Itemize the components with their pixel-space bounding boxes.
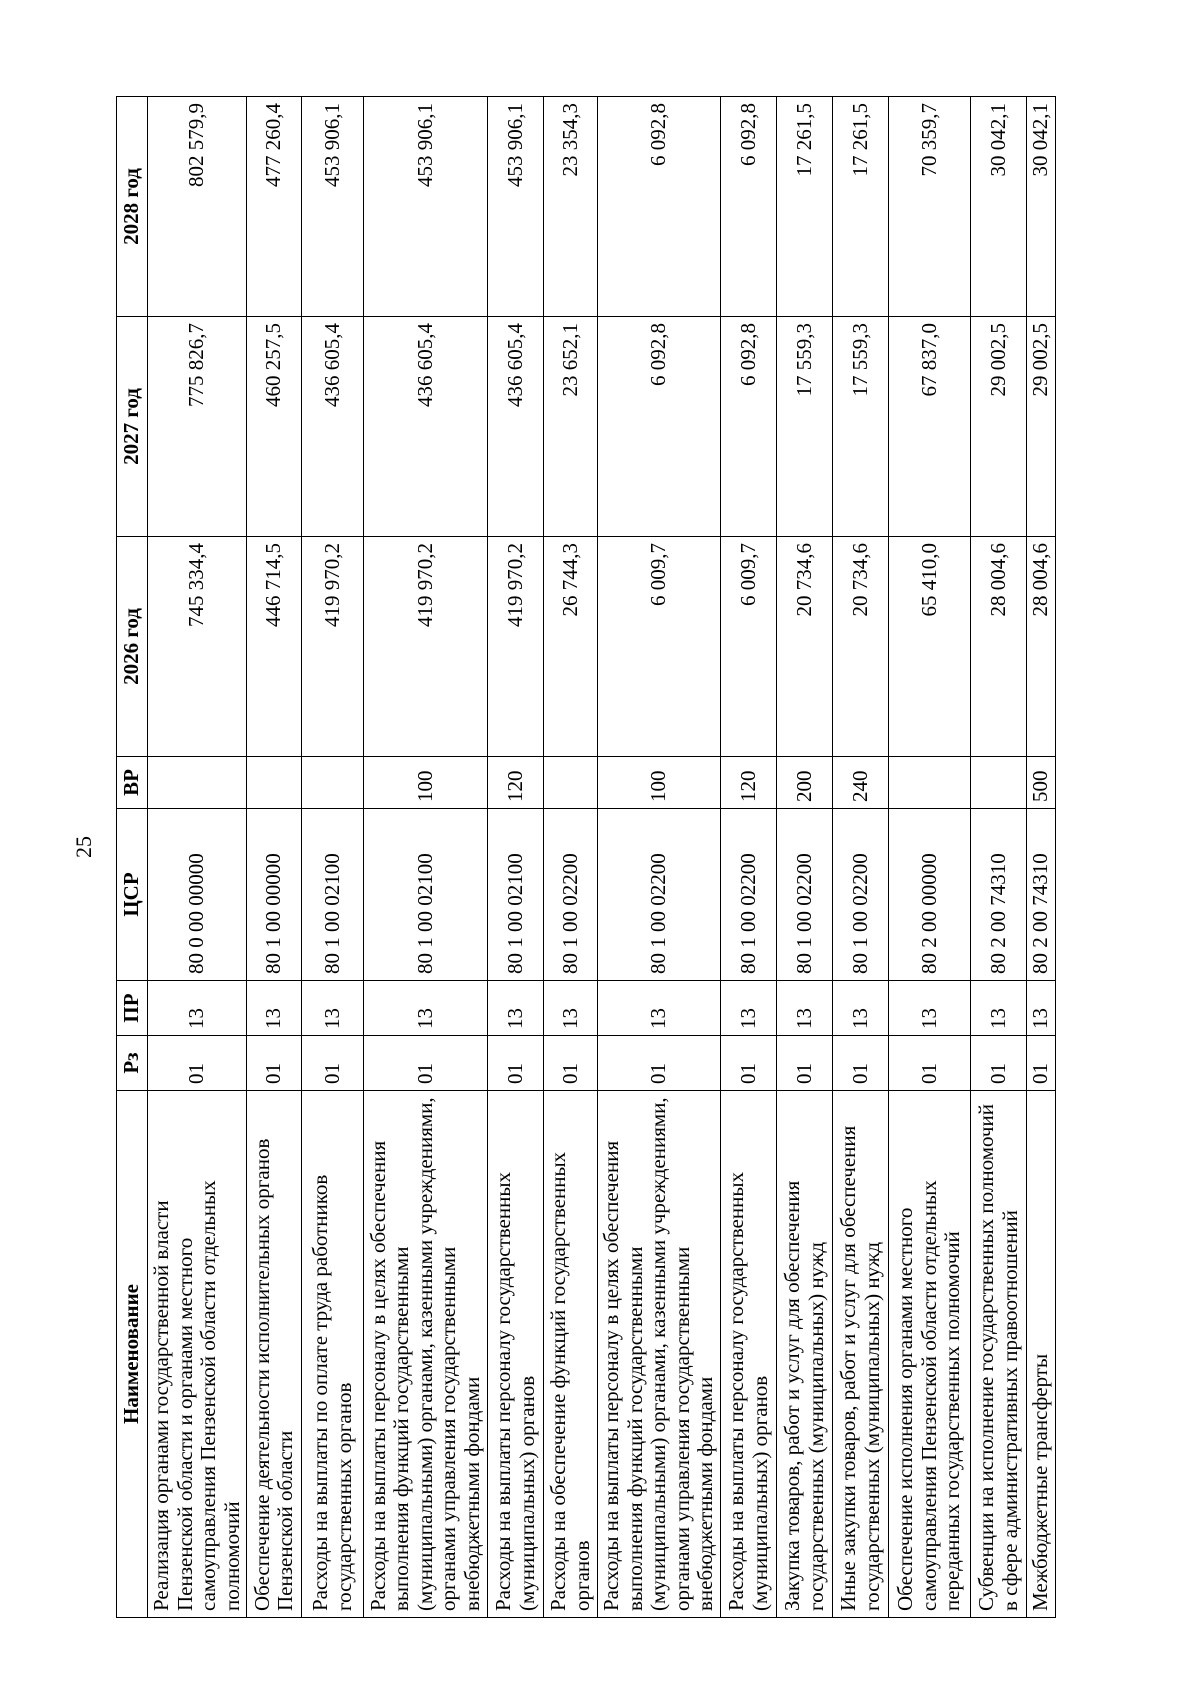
table-row [247, 97, 302, 1618]
cell-2028: 30 042,1 [971, 97, 1027, 317]
cell-2026: 446 714,5 [247, 537, 302, 757]
cell-csr: 80 1 00 02200 [833, 809, 889, 981]
cell-csr: 80 0 00 00000 [148, 809, 247, 981]
cell-2028: 802 579,9 [148, 97, 247, 317]
cell-vr [971, 757, 1027, 809]
cell-rz: 01 [488, 1036, 544, 1091]
cell-vr: 120 [488, 757, 544, 809]
cell-name: Субвенции на исполнение государственных полномочий в сфере административных правоотношений [971, 1091, 1027, 1618]
table-row [889, 97, 971, 1618]
cell-2028: 70 359,7 [889, 97, 971, 317]
cell-name: Иные закупки товаров, работ и услуг для обеспечения государственных (муниципальных) нужд [833, 1091, 889, 1618]
cell-2027: 436 605,4 [364, 317, 488, 537]
cell-rz: 01 [247, 1036, 302, 1091]
cell-vr [889, 757, 971, 809]
table-row [971, 97, 1027, 1618]
cell-2026: 20 734,6 [777, 537, 833, 757]
cell-csr: 80 2 00 00000 [889, 809, 971, 981]
cell-pr: 13 [721, 981, 777, 1036]
header-2027: 2027 год [117, 317, 148, 537]
cell-vr: 100 [598, 757, 721, 809]
cell-rz: 01 [971, 1036, 1027, 1091]
table-row [544, 97, 598, 1618]
table-body [148, 97, 1056, 1618]
cell-name: Обеспечение исполнения органами местного самоуправления Пензенской области отдельных переданных государственных полномочий [889, 1091, 971, 1618]
cell-rz: 01 [598, 1036, 721, 1091]
rotated-table-container [116, 97, 1053, 1618]
cell-2027: 23 652,1 [544, 317, 598, 537]
cell-vr: 100 [364, 757, 488, 809]
cell-2027: 6 092,8 [721, 317, 777, 537]
cell-2028: 17 261,5 [833, 97, 889, 317]
cell-2027: 17 559,3 [833, 317, 889, 537]
table-row [721, 97, 777, 1618]
cell-2026: 419 970,2 [302, 537, 364, 757]
cell-2028: 453 906,1 [488, 97, 544, 317]
cell-2027: 67 837,0 [889, 317, 971, 537]
header-2026: 2026 год [117, 537, 148, 757]
cell-2026: 6 009,7 [721, 537, 777, 757]
cell-rz: 01 [721, 1036, 777, 1091]
cell-pr: 13 [247, 981, 302, 1036]
cell-name: Расходы на выплаты персоналу государственных (муниципальных) органов [488, 1091, 544, 1618]
cell-vr [302, 757, 364, 809]
cell-rz: 01 [148, 1036, 247, 1091]
cell-csr: 80 1 00 00000 [247, 809, 302, 981]
cell-pr: 13 [364, 981, 488, 1036]
page-number: 25 [71, 836, 96, 858]
cell-name: Расходы на выплаты по оплате труда работников государственных органов [302, 1091, 364, 1618]
cell-name: Расходы на выплаты персоналу в целях обеспечения выполнения функций государственными (муниципальными) органами, казенными учреждениями, органами управления государственными внебюджетными фондами [364, 1091, 488, 1618]
cell-2028: 17 261,5 [777, 97, 833, 317]
cell-csr: 80 1 00 02200 [721, 809, 777, 981]
cell-csr: 80 2 00 74310 [1027, 809, 1056, 981]
cell-2028: 6 092,8 [598, 97, 721, 317]
cell-2027: 17 559,3 [777, 317, 833, 537]
cell-name: Обеспечение деятельности исполнительных органов Пензенской области [247, 1091, 302, 1618]
cell-rz: 01 [777, 1036, 833, 1091]
table-row [833, 97, 889, 1618]
cell-vr [247, 757, 302, 809]
cell-rz: 01 [364, 1036, 488, 1091]
budget-table [116, 96, 1056, 1618]
header-rz: Рз [117, 1036, 148, 1091]
cell-2026: 65 410,0 [889, 537, 971, 757]
cell-rz: 01 [889, 1036, 971, 1091]
cell-2027: 29 002,5 [1027, 317, 1056, 537]
cell-2027: 436 605,4 [488, 317, 544, 537]
cell-2027: 436 605,4 [302, 317, 364, 537]
cell-2026: 419 970,2 [364, 537, 488, 757]
header-csr: ЦСР [117, 809, 148, 981]
cell-pr: 13 [302, 981, 364, 1036]
cell-2026: 20 734,6 [833, 537, 889, 757]
cell-csr: 80 1 00 02100 [302, 809, 364, 981]
cell-rz: 01 [544, 1036, 598, 1091]
cell-pr: 13 [777, 981, 833, 1036]
cell-csr: 80 1 00 02200 [598, 809, 721, 981]
cell-vr: 120 [721, 757, 777, 809]
cell-pr: 13 [598, 981, 721, 1036]
cell-2028: 453 906,1 [302, 97, 364, 317]
cell-csr: 80 1 00 02200 [777, 809, 833, 981]
cell-vr: 240 [833, 757, 889, 809]
table-row [1027, 97, 1056, 1618]
cell-name: Расходы на выплаты персоналу в целях обеспечения выполнения функций государственными (муниципальными) органами, казенными учреждениями, органами управления государственными внебюджетными фондами [598, 1091, 721, 1618]
cell-name: Закупка товаров, работ и услуг для обеспечения государственных (муниципальных) нужд [777, 1091, 833, 1618]
cell-2026: 28 004,6 [1027, 537, 1056, 757]
table-row [302, 97, 364, 1618]
cell-rz: 01 [1027, 1036, 1056, 1091]
table-row [488, 97, 544, 1618]
cell-2028: 30 042,1 [1027, 97, 1056, 317]
cell-2028: 23 354,3 [544, 97, 598, 317]
table-row [364, 97, 488, 1618]
cell-csr: 80 2 00 74310 [971, 809, 1027, 981]
table-row [598, 97, 721, 1618]
cell-name: Межбюджетные трансферты [1027, 1091, 1056, 1618]
table-row [777, 97, 833, 1618]
header-vr: ВР [117, 757, 148, 809]
cell-2026: 28 004,6 [971, 537, 1027, 757]
cell-pr: 13 [488, 981, 544, 1036]
cell-2026: 26 744,3 [544, 537, 598, 757]
cell-2026: 419 970,2 [488, 537, 544, 757]
cell-rz: 01 [302, 1036, 364, 1091]
header-pr: ПР [117, 981, 148, 1036]
cell-pr: 13 [544, 981, 598, 1036]
cell-2027: 6 092,8 [598, 317, 721, 537]
header-2028: 2028 год [117, 97, 148, 317]
cell-rz: 01 [833, 1036, 889, 1091]
table-row [148, 97, 247, 1618]
cell-pr: 13 [971, 981, 1027, 1036]
cell-2026: 6 009,7 [598, 537, 721, 757]
header-name: Наименование [117, 1091, 148, 1618]
cell-2028: 477 260,4 [247, 97, 302, 317]
cell-2026: 745 334,4 [148, 537, 247, 757]
cell-2027: 460 257,5 [247, 317, 302, 537]
cell-pr: 13 [148, 981, 247, 1036]
cell-2028: 453 906,1 [364, 97, 488, 317]
cell-vr: 500 [1027, 757, 1056, 809]
table-header-row [117, 97, 148, 1618]
cell-name: Расходы на выплаты персоналу государственных (муниципальных) органов [721, 1091, 777, 1618]
cell-pr: 13 [889, 981, 971, 1036]
cell-name: Расходы на обеспечение функций государственных органов [544, 1091, 598, 1618]
cell-pr: 13 [1027, 981, 1056, 1036]
cell-vr [544, 757, 598, 809]
cell-csr: 80 1 00 02200 [544, 809, 598, 981]
cell-pr: 13 [833, 981, 889, 1036]
cell-vr: 200 [777, 757, 833, 809]
cell-2027: 775 826,7 [148, 317, 247, 537]
cell-csr: 80 1 00 02100 [364, 809, 488, 981]
cell-name: Реализация органами государственной власти Пензенской области и органами местного самоуправления Пензенской области отдельных полномочий [148, 1091, 247, 1618]
cell-2027: 29 002,5 [971, 317, 1027, 537]
cell-csr: 80 1 00 02100 [488, 809, 544, 981]
cell-2028: 6 092,8 [721, 97, 777, 317]
cell-vr [148, 757, 247, 809]
